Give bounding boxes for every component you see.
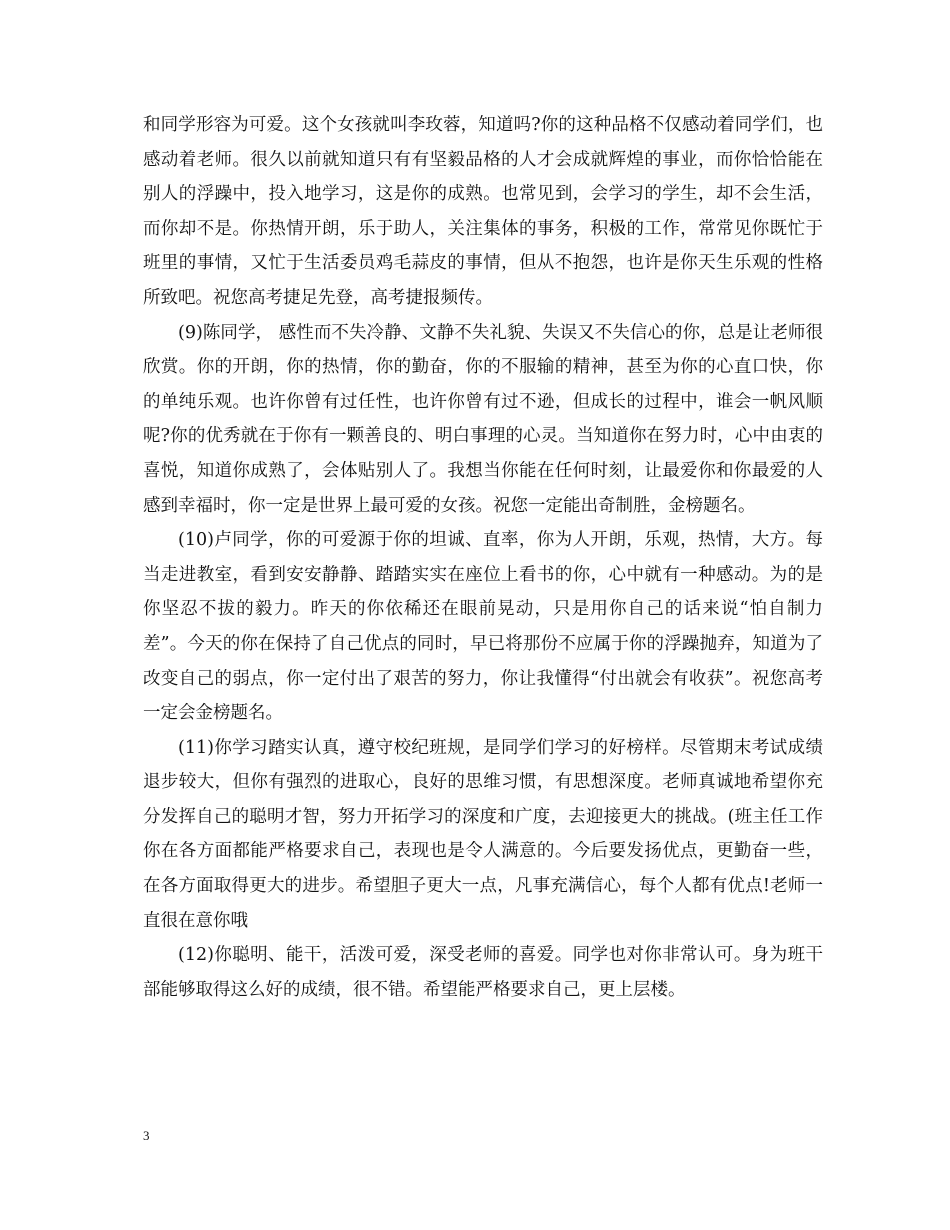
- paragraph-continued: 和同学形容为可爱。这个女孩就叫李玫蓉，知道吗?你的这种品格不仅感动着同学们，也感动着老师。很久以前就知道只有有坚毅品格的人才会成就辉煌的事业，而你恰恰能在别人的浮躁中，投入地学习，这是你的成熟。也常见到，会学习的学生，却不会生活，而你却不是。你热情开朗，乐于助人，关注集体的事务，积极的工作，常常见你既忙于班里的事情，又忙于生活委员鸡毛蒜皮的事情，但从不抱怨，也许是你天生乐观的性格所致吧。祝您高考捷足先登，高考捷报频传。: [143, 115, 823, 308]
- paragraph-10: (10)卢同学，你的可爱源于你的坦诚、直率，你为人开朗，乐观，热情，大方。每当走进教室，看到安安静静、踏踏实实在座位上看书的你，心中就有一种感动。为的是你坚忍不拔的毅力。昨天的你依稀还在眼前晃动，只是用你自己的话来说“怕自制力差”。今天的你在保持了自己优点的同时，早已将那份不应属于你的浮躁抛弃，知道为了改变自己的弱点，你一定付出了艰苦的努力，你让我懂得“付出就会有收获”。祝您高考一定会金榜题名。: [143, 530, 823, 724]
- paragraph-9: (9)陈同学， 感性而不失冷静、文静不失礼貌、失误又不失信心的你，总是让老师很欣赏。你的开朗，你的热情，你的勤奋，你的不服输的精神，甚至为你的心直口快，你的单纯乐观。也许你曾有过任性，也许你曾有过不逊，但成长的过程中，谁会一帆风顺呢?你的优秀就在于你有一颗善良的、明白事理的心灵。当知道你在努力时，心中由衷的喜悦，知道你成熟了，会体贴别人了。我想当你能在任何时刻，让最爱你和你最爱的人感到幸福时，你一定是世界上最可爱的女孩。祝您一定能出奇制胜，金榜题名。: [143, 322, 823, 516]
- paragraph-11: (11)你学习踏实认真，遵守校纪班规，是同学们学习的好榜样。尽管期末考试成绩退步较大，但你有强烈的进取心，良好的思维习惯，有思想深度。老师真诚地希望你充分发挥自己的聪明才智，努力开拓学习的深度和广度，去迎接更大的挑战。(班主任工作 你在各方面都能严格要求自己，表现也是令人满意的。今后要发扬优点，更勤奋一些，在各方面取得更大的进步。希望胆子更大一点，凡事充满信心，每个人都有优点!老师一直很在意你哦: [143, 737, 823, 931]
- document-body: [143, 108, 823, 1007]
- paragraph-12: (12)你聪明、能干，活泼可爱，深受老师的喜爱。同学也对你非常认可。身为班干部能够取得这么好的成绩，很不错。希望能严格要求自己，更上层楼。: [143, 945, 823, 1000]
- page-number: 3: [143, 1128, 150, 1143]
